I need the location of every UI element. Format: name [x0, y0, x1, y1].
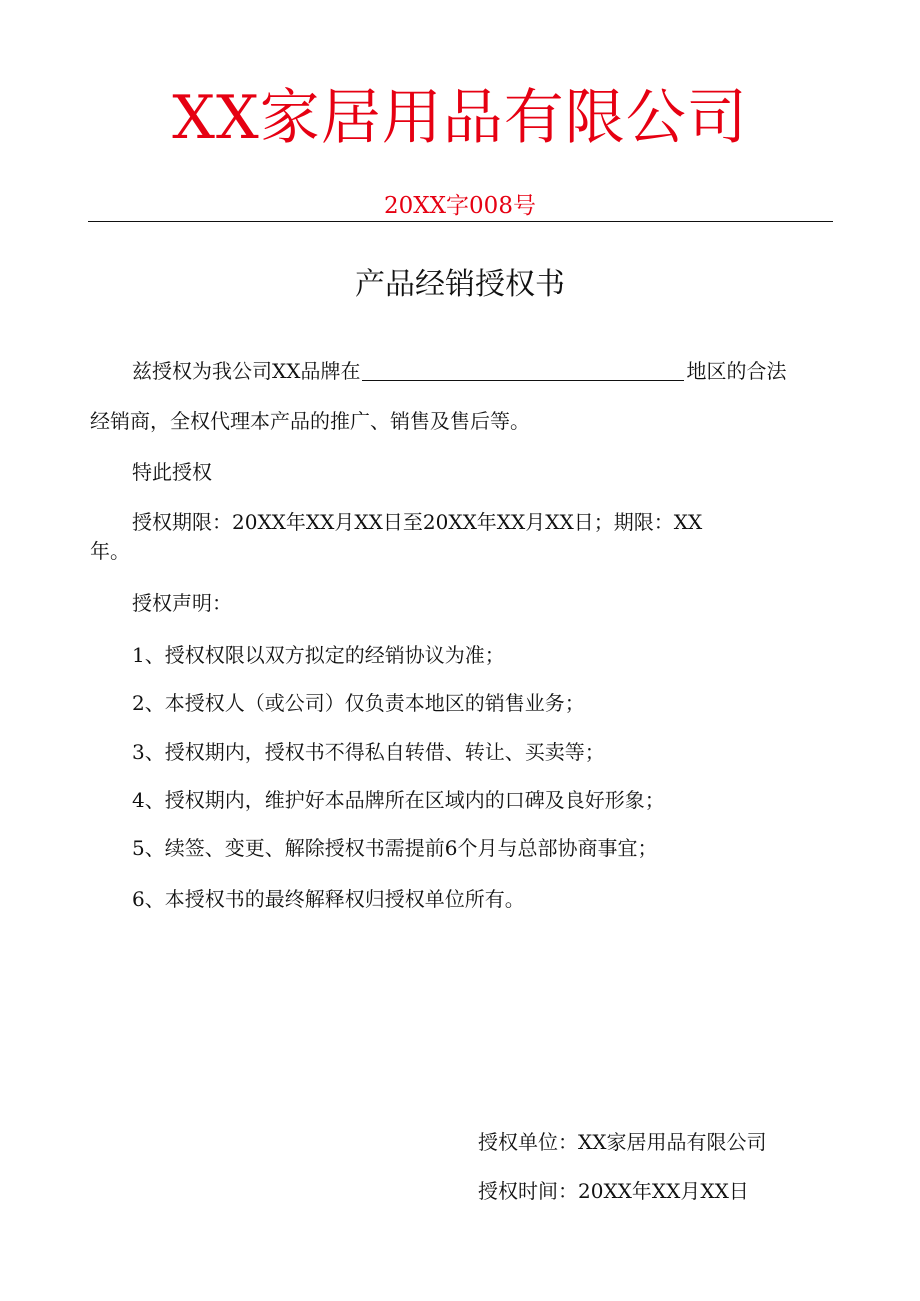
- region-blank-line: [362, 358, 684, 381]
- document-number: 20XX字008号: [384, 193, 536, 219]
- statement-item: 4、授权期内，维护好本品牌所在区域内的口碑及良好形象；: [132, 788, 665, 812]
- statement-item: 3、授权期内，授权书不得私自转借、转让、买卖等；: [132, 740, 605, 764]
- grant-paragraph-line-1: [132, 356, 786, 386]
- statement-item: 6、本授权书的最终解释权归授权单位所有。: [132, 887, 525, 911]
- authorization-period-line-1: 授权期限：20XX年XX月XX日至20XX年XX月XX日；期限：XX: [132, 510, 703, 534]
- authorization-period-line-2: 年。: [90, 539, 130, 563]
- authorizing-unit: 授权单位：XX家居用品有限公司: [478, 1130, 767, 1154]
- company-header: XX家居用品有限公司: [172, 83, 748, 153]
- grant-text-before-blank: 兹授权为我公司XX品牌在: [132, 359, 361, 383]
- header-divider: [88, 221, 833, 222]
- statement-heading: 授权声明：: [132, 591, 232, 615]
- special-authorization: 特此授权: [132, 460, 212, 484]
- statement-item: 1、授权权限以双方拟定的经销协议为准；: [132, 643, 505, 667]
- grant-text-after-blank: 地区的合法: [686, 359, 787, 383]
- authorization-date: 授权时间：20XX年XX月XX日: [478, 1179, 749, 1203]
- grant-paragraph-line-2: 经销商，全权代理本产品的推广、销售及售后等。: [90, 409, 530, 433]
- document-title: 产品经销授权书: [355, 267, 565, 302]
- statement-item: 5、续签、变更、解除授权书需提前6个月与总部协商事宜；: [132, 836, 658, 860]
- statement-item: 2、本授权人（或公司）仅负责本地区的销售业务；: [132, 691, 585, 715]
